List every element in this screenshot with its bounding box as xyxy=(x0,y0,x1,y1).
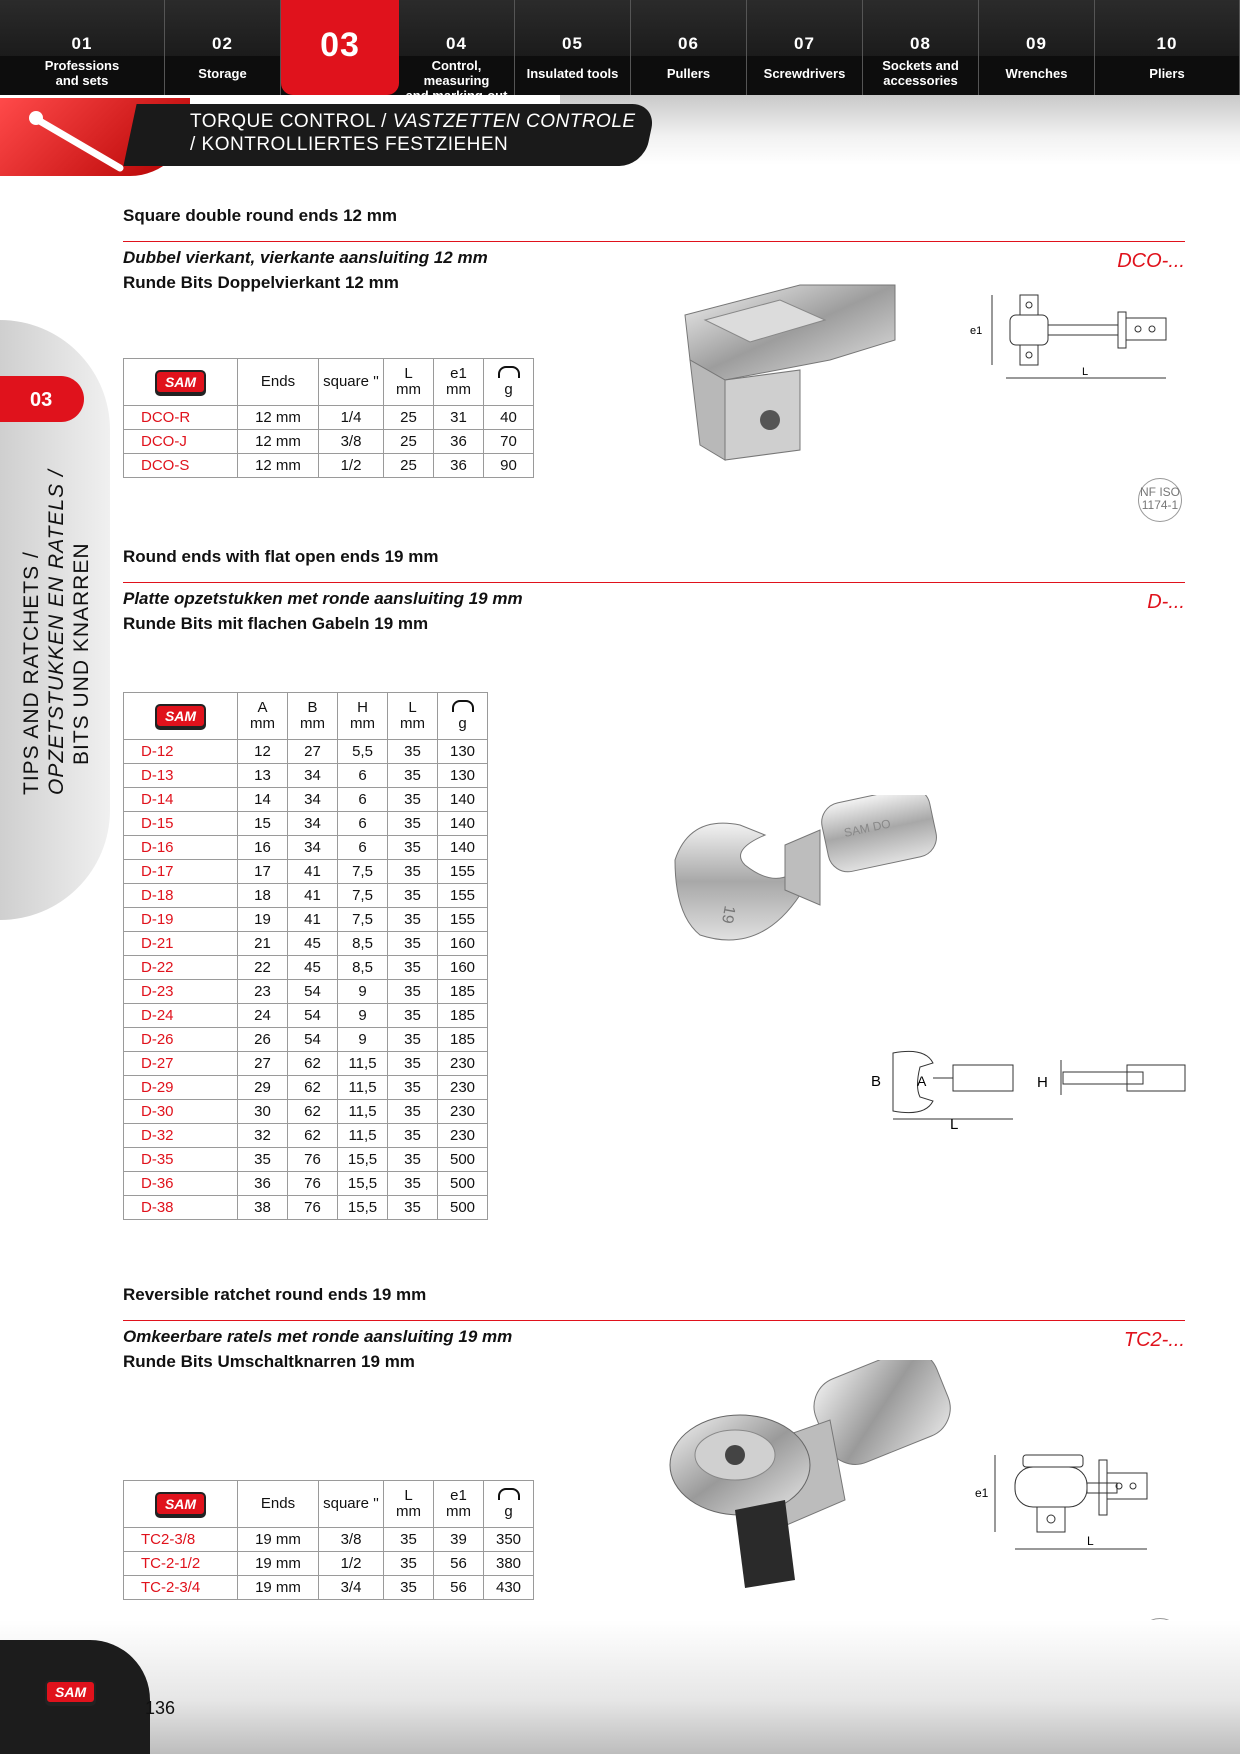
side-chapter-number: 03 xyxy=(30,389,53,411)
table-cell: 3/8 xyxy=(319,430,384,454)
dco-dim-e1: e1 xyxy=(970,325,983,337)
tc2-table xyxy=(123,1480,534,1600)
table-cell: 6 xyxy=(338,836,388,860)
table-cell: 140 xyxy=(438,812,488,836)
iso-badge: NF ISO 1174-1 xyxy=(1138,478,1182,522)
nav-tab-label: Pliers xyxy=(1149,66,1185,81)
dco-divider xyxy=(123,241,1185,242)
table-cell: 54 xyxy=(288,1028,338,1052)
tc2-title-en: Reversible ratchet round ends 19 mm xyxy=(123,1285,427,1304)
product-reference: D-32 xyxy=(124,1124,238,1148)
table-cell: 15 xyxy=(238,812,288,836)
table-cell: 34 xyxy=(288,764,338,788)
table-cell: 90 xyxy=(484,454,534,478)
table-header: e1 mm xyxy=(434,1481,484,1528)
table-cell: 230 xyxy=(438,1100,488,1124)
dco-code: DCO-... xyxy=(1117,250,1185,272)
table-cell: 36 xyxy=(238,1172,288,1196)
nav-tab-label: Control, measuring and marking-out xyxy=(405,58,508,103)
table-cell: 185 xyxy=(438,1028,488,1052)
table-cell: 130 xyxy=(438,764,488,788)
table-header: Ends xyxy=(238,359,319,406)
table-cell: 12 mm xyxy=(238,406,319,430)
table-cell: 9 xyxy=(338,980,388,1004)
table-header: Ends xyxy=(238,1481,319,1528)
table-row xyxy=(124,860,488,884)
table-cell: 11,5 xyxy=(338,1052,388,1076)
table-cell: 34 xyxy=(288,812,338,836)
side-chapter-tab xyxy=(0,376,84,422)
table-cell: 1/2 xyxy=(319,454,384,478)
table-cell: 38 xyxy=(238,1196,288,1220)
product-reference: D-35 xyxy=(124,1148,238,1172)
table-row xyxy=(124,1004,488,1028)
table-cell: 23 xyxy=(238,980,288,1004)
product-reference: D-13 xyxy=(124,764,238,788)
table-cell: 35 xyxy=(388,1148,438,1172)
table-cell: 12 mm xyxy=(238,454,319,478)
table-cell: 35 xyxy=(388,1172,438,1196)
side-title-line1: TIPS AND RATCHETS / xyxy=(20,551,43,795)
table-row xyxy=(124,884,488,908)
nav-tab-number: 09 xyxy=(1026,34,1047,53)
table-cell: 8,5 xyxy=(338,932,388,956)
table-header: A mm xyxy=(238,693,288,740)
table-cell: 6 xyxy=(338,764,388,788)
d-product-size: 19 xyxy=(717,904,738,925)
table-cell: 76 xyxy=(288,1148,338,1172)
dco-dim-L: L xyxy=(1082,366,1089,378)
table-cell: 380 xyxy=(484,1552,534,1576)
table-row xyxy=(124,1172,488,1196)
nav-tab-label: Pullers xyxy=(666,66,711,81)
table-cell: 62 xyxy=(288,1076,338,1100)
table-cell: 45 xyxy=(288,932,338,956)
weight-icon xyxy=(498,1488,520,1500)
tc2-product-image xyxy=(655,1360,965,1620)
table-header: e1 mm xyxy=(434,359,484,406)
banner-sweep xyxy=(560,95,1240,165)
weight-icon xyxy=(452,700,474,712)
table-cell: 27 xyxy=(238,1052,288,1076)
page-number: 136 xyxy=(145,1698,176,1718)
table-cell: 35 xyxy=(388,740,438,764)
sam-logo: SAM xyxy=(155,1492,206,1516)
table-cell: 26 xyxy=(238,1028,288,1052)
product-reference: D-18 xyxy=(124,884,238,908)
table-cell: 25 xyxy=(384,454,434,478)
nav-tab-number: 02 xyxy=(212,34,233,53)
d-code: D-... xyxy=(1147,591,1185,613)
banner-title-line1: TORQUE CONTROL / VASTZETTEN CONTROLE xyxy=(190,111,636,132)
table-cell: 30 xyxy=(238,1100,288,1124)
table-row xyxy=(124,1052,488,1076)
product-reference: D-27 xyxy=(124,1052,238,1076)
table-row xyxy=(124,430,534,454)
table-cell: 34 xyxy=(288,788,338,812)
table-cell: 35 xyxy=(388,1052,438,1076)
tc2-title-de: Runde Bits Umschaltknarren 19 mm xyxy=(123,1352,415,1371)
table-cell: 7,5 xyxy=(338,860,388,884)
table-cell: 40 xyxy=(484,406,534,430)
table-cell: 3/8 xyxy=(319,1528,384,1552)
d-dim-L: L xyxy=(950,1116,959,1130)
table-cell: 350 xyxy=(484,1528,534,1552)
table-cell: 76 xyxy=(288,1172,338,1196)
table-cell: 56 xyxy=(434,1576,484,1600)
tc2-title-nl: Omkeerbare ratels met ronde aansluiting 19 mm xyxy=(123,1327,513,1346)
table-cell: 19 mm xyxy=(238,1552,319,1576)
table-cell: 15,5 xyxy=(338,1196,388,1220)
sam-logo: SAM xyxy=(155,370,206,394)
d-dim-B: B xyxy=(871,1073,882,1090)
table-cell: 76 xyxy=(288,1196,338,1220)
table-row xyxy=(124,908,488,932)
table-cell: 500 xyxy=(438,1196,488,1220)
table-row xyxy=(124,980,488,1004)
side-chapter-title xyxy=(20,455,100,795)
table-cell: 3/4 xyxy=(319,1576,384,1600)
nav-tab-label: Storage xyxy=(198,66,247,81)
table-cell: 35 xyxy=(388,1196,438,1220)
table-logo-cell xyxy=(124,1481,238,1528)
table-cell: 35 xyxy=(388,812,438,836)
table-cell: 41 xyxy=(288,860,338,884)
table-header: H mm xyxy=(338,693,388,740)
table-cell: 35 xyxy=(238,1148,288,1172)
table-cell: 54 xyxy=(288,1004,338,1028)
product-reference: D-22 xyxy=(124,956,238,980)
product-reference: D-21 xyxy=(124,932,238,956)
table-cell: 500 xyxy=(438,1148,488,1172)
table-cell: 35 xyxy=(388,1124,438,1148)
table-cell: 31 xyxy=(434,406,484,430)
table-cell: 230 xyxy=(438,1052,488,1076)
table-cell: 39 xyxy=(434,1528,484,1552)
table-header: g xyxy=(484,359,534,406)
table-cell: 32 xyxy=(238,1124,288,1148)
d-title-de: Runde Bits mit flachen Gabeln 19 mm xyxy=(123,614,429,633)
table-row xyxy=(124,406,534,430)
product-reference: D-16 xyxy=(124,836,238,860)
tc2-code: TC2-... xyxy=(1123,1329,1185,1351)
d-dim-H: H xyxy=(1037,1074,1048,1091)
table-cell: 12 mm xyxy=(238,430,319,454)
product-reference: D-24 xyxy=(124,1004,238,1028)
nav-tab-number: 07 xyxy=(794,34,815,53)
table-row xyxy=(124,932,488,956)
table-cell: 230 xyxy=(438,1076,488,1100)
table-header: g xyxy=(438,693,488,740)
product-reference: TC2-3/8 xyxy=(124,1528,238,1552)
nav-tab-07[interactable] xyxy=(747,0,863,95)
table-cell: 155 xyxy=(438,860,488,884)
table-cell: 160 xyxy=(438,956,488,980)
table-cell: 185 xyxy=(438,980,488,1004)
tc2-dim-e1: e1 xyxy=(975,1486,989,1500)
nav-tab-number: 06 xyxy=(678,34,699,53)
table-cell: 5,5 xyxy=(338,740,388,764)
table-cell: 35 xyxy=(388,884,438,908)
table-cell: 17 xyxy=(238,860,288,884)
table-cell: 7,5 xyxy=(338,884,388,908)
table-row xyxy=(124,1148,488,1172)
tc2-dim-L: L xyxy=(1087,1534,1094,1548)
table-row xyxy=(124,740,488,764)
dco-title-de: Runde Bits Doppelvierkant 12 mm xyxy=(123,273,399,292)
nav-tab-01[interactable] xyxy=(0,0,165,95)
nav-tab-04[interactable] xyxy=(399,0,515,103)
dco-table xyxy=(123,358,534,478)
table-cell: 15,5 xyxy=(338,1148,388,1172)
side-title-line2: OPZETSTUKKEN EN RATELS / xyxy=(45,469,68,795)
table-cell: 35 xyxy=(384,1552,434,1576)
table-cell: 35 xyxy=(384,1528,434,1552)
table-header: L mm xyxy=(384,359,434,406)
table-cell: 18 xyxy=(238,884,288,908)
table-cell: 6 xyxy=(338,788,388,812)
table-row xyxy=(124,1100,488,1124)
table-cell: 62 xyxy=(288,1124,338,1148)
table-cell: 12 xyxy=(238,740,288,764)
table-cell: 62 xyxy=(288,1100,338,1124)
banner-title-line2: / KONTROLLIERTES FESTZIEHEN xyxy=(190,134,509,155)
table-header: square '' xyxy=(319,1481,384,1528)
nav-tab-number: 08 xyxy=(910,34,931,53)
product-reference: D-17 xyxy=(124,860,238,884)
product-reference: D-30 xyxy=(124,1100,238,1124)
table-row xyxy=(124,1196,488,1220)
table-cell: 6 xyxy=(338,812,388,836)
table-cell: 19 mm xyxy=(238,1528,319,1552)
table-cell: 35 xyxy=(388,764,438,788)
tc2-dimension-diagram xyxy=(975,1425,1185,1555)
d-title-nl: Platte opzetstukken met ronde aansluiting 19 mm xyxy=(123,589,523,608)
d-table xyxy=(123,692,488,1220)
table-cell: 54 xyxy=(288,980,338,1004)
table-cell: 35 xyxy=(388,932,438,956)
product-reference: D-26 xyxy=(124,1028,238,1052)
table-cell: 62 xyxy=(288,1052,338,1076)
nav-tab-number: 10 xyxy=(1156,34,1178,53)
table-cell: 24 xyxy=(238,1004,288,1028)
side-title-line3: BITS UND KNARREN xyxy=(70,542,93,765)
table-header: g xyxy=(484,1481,534,1528)
nav-tab-label: Screwdrivers xyxy=(763,66,846,81)
table-row xyxy=(124,1076,488,1100)
nav-tab-03[interactable] xyxy=(281,0,399,95)
d-dim-A: A xyxy=(917,1073,927,1089)
table-cell: 35 xyxy=(388,1004,438,1028)
table-cell: 45 xyxy=(288,956,338,980)
weight-icon xyxy=(498,366,520,378)
table-cell: 1/2 xyxy=(319,1552,384,1576)
nav-tab-number: 01 xyxy=(71,34,93,53)
table-cell: 22 xyxy=(238,956,288,980)
table-cell: 1/4 xyxy=(319,406,384,430)
table-logo-cell xyxy=(124,693,238,740)
footer-sweep xyxy=(0,1620,1240,1754)
table-cell: 16 xyxy=(238,836,288,860)
table-cell: 13 xyxy=(238,764,288,788)
dco-dimension-diagram xyxy=(970,290,1180,385)
table-row xyxy=(124,788,488,812)
table-cell: 36 xyxy=(434,454,484,478)
table-row xyxy=(124,764,488,788)
table-cell: 41 xyxy=(288,908,338,932)
table-cell: 35 xyxy=(388,1100,438,1124)
nav-tab-label: Insulated tools xyxy=(526,66,619,81)
table-row xyxy=(124,1528,534,1552)
table-cell: 35 xyxy=(388,1076,438,1100)
product-reference: D-36 xyxy=(124,1172,238,1196)
dco-title-en: Square double round ends 12 mm xyxy=(123,206,397,225)
table-header: L mm xyxy=(388,693,438,740)
nav-tab-label: Professions and sets xyxy=(44,58,120,88)
table-cell: 500 xyxy=(438,1172,488,1196)
table-cell: 155 xyxy=(438,908,488,932)
product-reference: D-29 xyxy=(124,1076,238,1100)
dco-product-image xyxy=(670,270,970,490)
table-row xyxy=(124,454,534,478)
table-row xyxy=(124,956,488,980)
table-header: L mm xyxy=(384,1481,434,1528)
table-cell: 27 xyxy=(288,740,338,764)
table-header: B mm xyxy=(288,693,338,740)
d-divider xyxy=(123,582,1185,583)
nav-tab-09[interactable] xyxy=(979,0,1095,95)
table-cell: 19 mm xyxy=(238,1576,319,1600)
table-row xyxy=(124,1028,488,1052)
table-row xyxy=(124,1552,534,1576)
table-cell: 19 xyxy=(238,908,288,932)
table-cell: 9 xyxy=(338,1004,388,1028)
nav-tab-number: 05 xyxy=(562,34,583,53)
product-reference: TC-2-1/2 xyxy=(124,1552,238,1576)
nav-tab-10[interactable] xyxy=(1095,0,1240,95)
table-cell: 35 xyxy=(388,1028,438,1052)
tc2-divider xyxy=(123,1320,1185,1321)
table-cell: 29 xyxy=(238,1076,288,1100)
table-header: square '' xyxy=(319,359,384,406)
table-cell: 25 xyxy=(384,406,434,430)
table-cell: 35 xyxy=(388,788,438,812)
table-cell: 8,5 xyxy=(338,956,388,980)
table-cell: 430 xyxy=(484,1576,534,1600)
table-cell: 9 xyxy=(338,1028,388,1052)
d-dimension-diagram xyxy=(865,1045,1190,1130)
table-cell: 35 xyxy=(388,956,438,980)
table-cell: 11,5 xyxy=(338,1076,388,1100)
d-title-en: Round ends with flat open ends 19 mm xyxy=(123,547,439,566)
nav-tab-label: Sockets and accessories xyxy=(882,58,959,88)
table-cell: 35 xyxy=(384,1576,434,1600)
table-cell: 11,5 xyxy=(338,1100,388,1124)
product-reference: D-12 xyxy=(124,740,238,764)
table-cell: 155 xyxy=(438,884,488,908)
nav-tab-06[interactable] xyxy=(631,0,747,95)
nav-tab-08[interactable] xyxy=(863,0,979,95)
nav-tab-label: Wrenches xyxy=(1005,66,1068,81)
table-cell: 130 xyxy=(438,740,488,764)
table-cell: 35 xyxy=(388,980,438,1004)
product-reference: D-15 xyxy=(124,812,238,836)
table-row xyxy=(124,1124,488,1148)
table-row xyxy=(124,812,488,836)
table-cell: 70 xyxy=(484,430,534,454)
product-reference: D-19 xyxy=(124,908,238,932)
table-cell: 41 xyxy=(288,884,338,908)
sam-logo: SAM xyxy=(155,704,206,728)
product-reference: D-23 xyxy=(124,980,238,1004)
product-reference: D-38 xyxy=(124,1196,238,1220)
table-cell: 34 xyxy=(288,836,338,860)
table-cell: 21 xyxy=(238,932,288,956)
nav-tab-number: 04 xyxy=(446,34,467,53)
table-cell: 185 xyxy=(438,1004,488,1028)
table-row xyxy=(124,836,488,860)
product-reference: DCO-S xyxy=(124,454,238,478)
table-cell: 14 xyxy=(238,788,288,812)
table-cell: 36 xyxy=(434,430,484,454)
table-row xyxy=(124,1576,534,1600)
table-cell: 56 xyxy=(434,1552,484,1576)
table-logo-cell xyxy=(124,359,238,406)
table-cell: 11,5 xyxy=(338,1124,388,1148)
footer-logo: SAM xyxy=(45,1680,96,1704)
table-cell: 25 xyxy=(384,430,434,454)
table-cell: 160 xyxy=(438,932,488,956)
product-reference: TC-2-3/4 xyxy=(124,1576,238,1600)
nav-tab-number: 03 xyxy=(320,26,360,64)
table-cell: 35 xyxy=(388,908,438,932)
product-reference: DCO-J xyxy=(124,430,238,454)
table-cell: 140 xyxy=(438,836,488,860)
product-reference: D-14 xyxy=(124,788,238,812)
product-reference: DCO-R xyxy=(124,406,238,430)
nav-tab-02[interactable] xyxy=(165,0,281,95)
table-cell: 7,5 xyxy=(338,908,388,932)
table-cell: 35 xyxy=(388,836,438,860)
table-cell: 230 xyxy=(438,1124,488,1148)
table-cell: 15,5 xyxy=(338,1172,388,1196)
table-cell: 140 xyxy=(438,788,488,812)
table-cell: 35 xyxy=(388,860,438,884)
d-product-marking: SAM DO xyxy=(842,816,892,840)
d-product-image xyxy=(670,795,970,965)
nav-tab-05[interactable] xyxy=(515,0,631,95)
dco-title-nl: Dubbel vierkant, vierkante aansluiting 12 mm xyxy=(123,248,488,267)
